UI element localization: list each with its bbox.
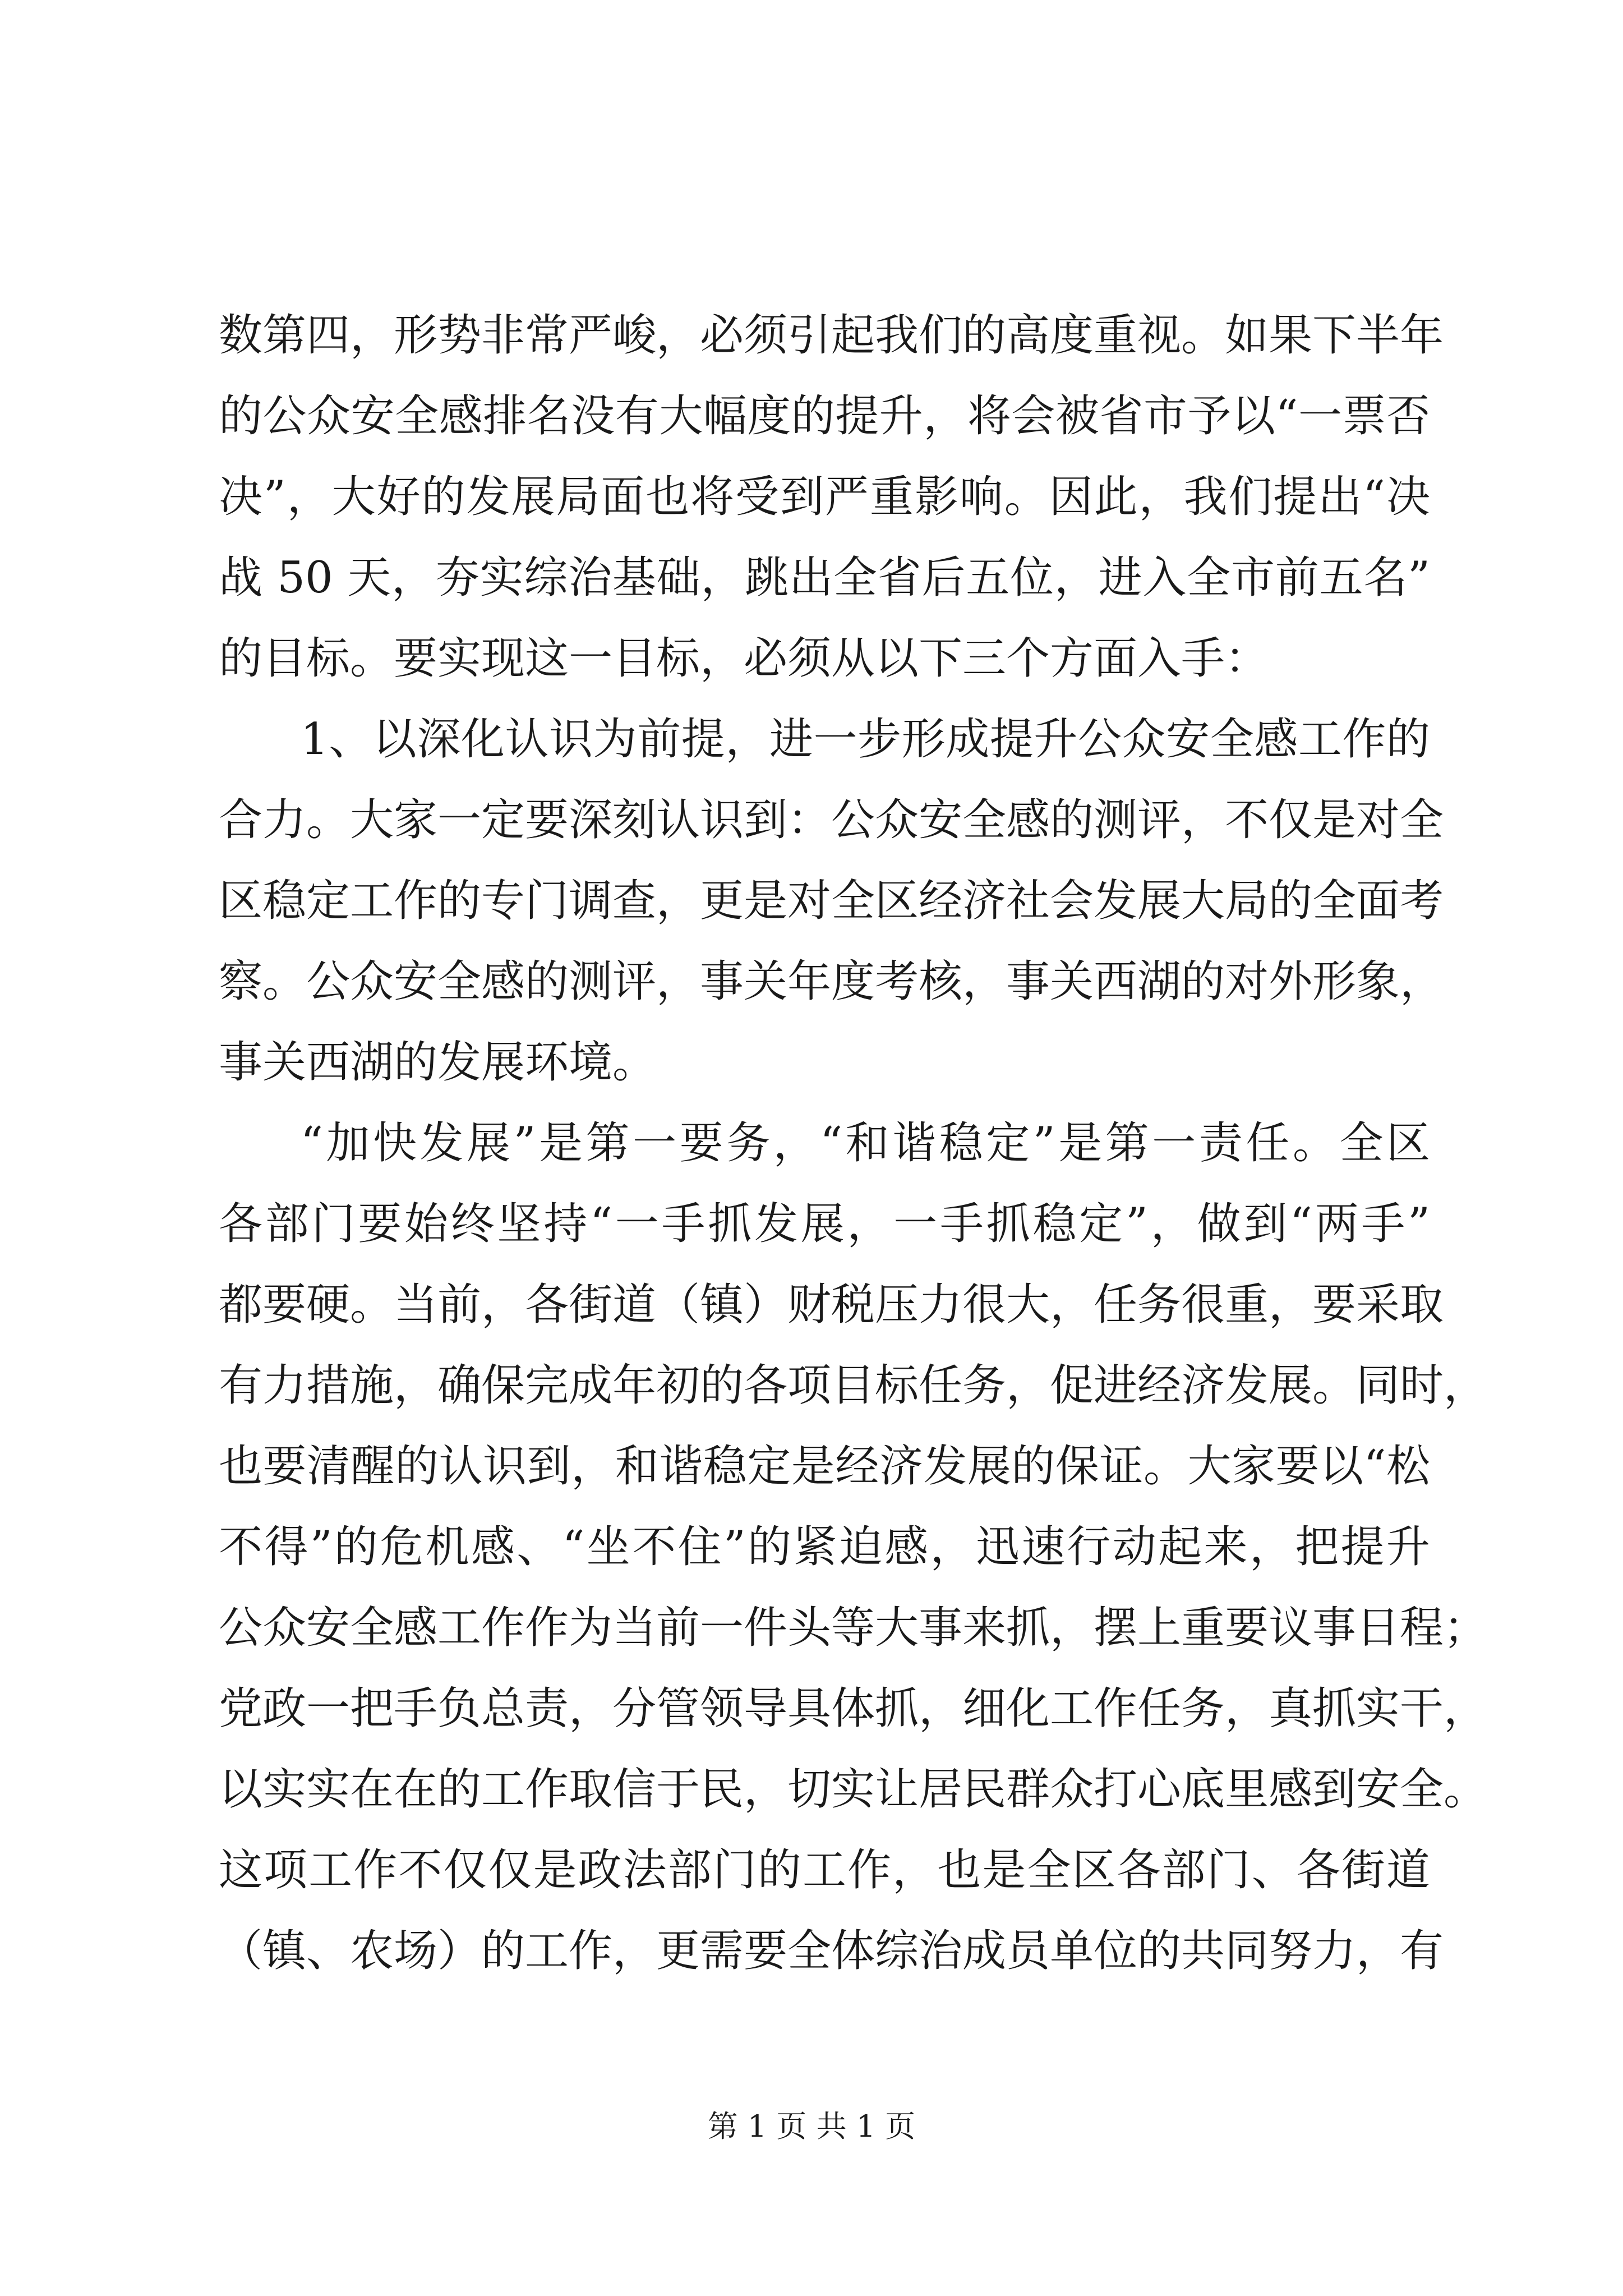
text-line-13: 都要硬。当前，各街道（镇）财税压力很大，任务很重，要采取 xyxy=(219,1280,1444,1330)
text-line-20: 这项工作不仅仅是政法部门的工作，也是全区各部门、各街道 xyxy=(219,1845,1430,1895)
text-line-5: 的目标。要实现这一目标，必须从以下三个方面入手： xyxy=(219,633,1269,684)
text-line-7: 合力。大家一定要深刻认识到：公众安全感的测评，不仅是对全 xyxy=(219,795,1444,845)
text-line-2: 的公众安全感排名没有大幅度的提升，将会被省市予以“一票否 xyxy=(219,391,1430,441)
text-line-3: 决”，大好的发展局面也将受到严重影响。因此，我们提出“决 xyxy=(219,472,1430,522)
page-footer: 第 1 页 共 1 页 xyxy=(707,2109,916,2144)
text-line-15: 也要清醒的认识到，和谐稳定是经济发展的保证。大家要以“松 xyxy=(219,1441,1430,1492)
text-line-9: 察。公众安全感的测评，事关年度考核，事关西湖的对外形象， xyxy=(219,956,1444,1007)
text-line-16: 不得”的危机感、“坐不住”的紧迫感，迅速行动起来，把提升 xyxy=(219,1522,1430,1572)
text-line-10: 事关西湖的发展环境。 xyxy=(219,1037,657,1088)
text-line-21: （镇、农场）的工作，更需要全体综治成员单位的共同努力，有 xyxy=(219,1926,1444,1976)
text-line-4: 战 50 天，夯实综治基础，跳出全省后五位，进入全市前五名” xyxy=(219,553,1430,603)
text-line-12: 各部门要始终坚持“一手抓发展，一手抓稳定”，做到“两手” xyxy=(219,1199,1430,1249)
text-line-18: 党政一把手负总责，分管领导具体抓，细化工作任务，真抓实干， xyxy=(219,1683,1488,1734)
text-line-1: 数第四，形势非常严峻，必须引起我们的高度重视。如果下半年 xyxy=(219,310,1444,361)
text-line-14: 有力措施，确保完成年初的各项目标任务，促进经济发展。同时， xyxy=(219,1360,1488,1411)
text-line-6: 1、以深化认识为前提，进一步形成提升公众安全感工作的 xyxy=(301,714,1430,765)
text-line-8: 区稳定工作的专门调查，更是对全区经济社会发展大局的全面考 xyxy=(219,876,1444,926)
text-line-17: 公众安全感工作作为当前一件头等大事来抓，摆上重要议事日程； xyxy=(219,1603,1488,1653)
text-line-11: “加快发展”是第一要务，“和谐稳定”是第一责任。全区 xyxy=(301,1118,1430,1168)
text-line-19: 以实实在在的工作取信于民，切实让居民群众打心底里感到安全。 xyxy=(219,1764,1488,1815)
